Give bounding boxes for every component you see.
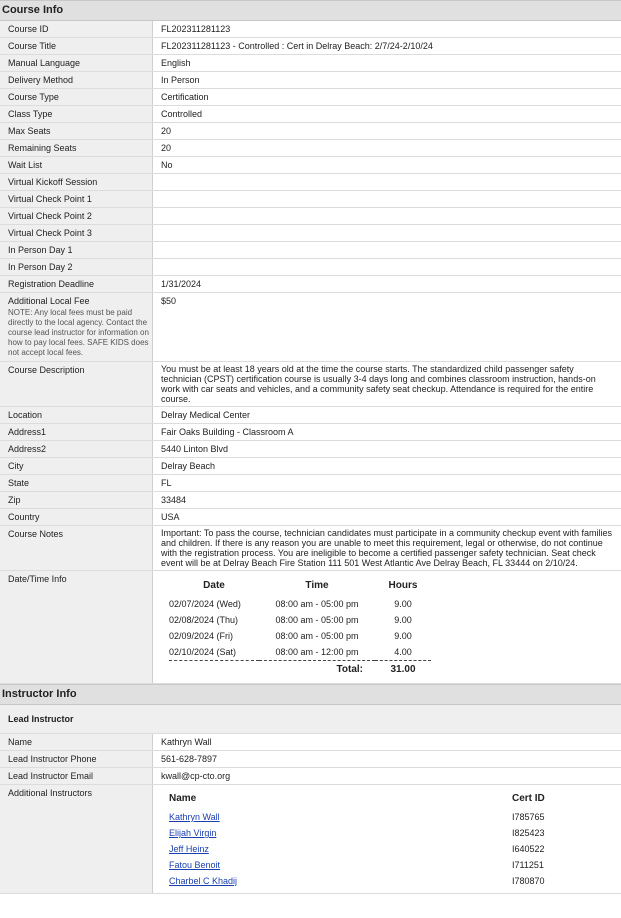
course-row [0, 208, 621, 225]
notes-value: Important: To pass the course, technician candidates must participate in a community checkup event with families and children. If there is any reason you are unable to meet this requirement, legal or otherwise, do not continue with the registration process. You are ineligible to become a certified passenger safety technician. Seat check event will be at Delray Beach Fire Station 111 501 West Atlantic Ave Delray Beach, FL 33444 on 2/10/24. [161, 528, 613, 568]
field-value: 5440 Linton Blvd [153, 441, 621, 458]
course-row [0, 509, 621, 526]
field-label: Max Seats [0, 123, 153, 140]
datetime-entry [169, 596, 431, 612]
field-value: Certification [153, 89, 621, 106]
lead-instructor-email: kwall@cp-cto.org [153, 768, 621, 785]
instructor-name-link[interactable]: Jeff Heinz [169, 844, 209, 854]
instructor-cert-id: I780870 [512, 876, 545, 886]
lead-instructor-header: Lead Instructor [0, 705, 621, 734]
total-hours: 31.00 [390, 664, 416, 675]
field-value [153, 208, 621, 225]
fee-label: Additional Local Fee [8, 296, 90, 306]
instructor-cert-id: I785765 [512, 812, 545, 822]
entry-time: 08:00 am - 12:00 pm [259, 644, 375, 661]
instructor-name-link[interactable]: Kathryn Wall [169, 812, 220, 822]
field-value: USA [153, 509, 621, 526]
course-row [0, 458, 621, 475]
course-row [0, 106, 621, 123]
field-label: Lead Instructor Phone [0, 751, 153, 768]
instructor-row [0, 734, 621, 751]
field-label: Class Type [0, 106, 153, 123]
course-info-table [0, 21, 621, 684]
instructor-list-row [169, 857, 592, 873]
course-row [0, 174, 621, 191]
field-value: Controlled [153, 106, 621, 123]
entry-date: 02/10/2024 (Sat) [169, 644, 259, 661]
field-value: Fair Oaks Building - Classroom A [153, 424, 621, 441]
instructor-cert-id: I711251 [512, 860, 544, 870]
course-row [0, 259, 621, 276]
time-column-header: Time [305, 580, 329, 591]
instructor-info-header: Instructor Info [0, 684, 621, 705]
course-row [0, 424, 621, 441]
instructor-list-row [169, 841, 592, 857]
additional-fee-row [0, 293, 621, 362]
total-label: Total: [336, 664, 363, 675]
field-value: Delray Beach [153, 458, 621, 475]
field-label: Virtual Kickoff Session [0, 174, 153, 191]
course-row [0, 475, 621, 492]
additional-instructors-value [153, 785, 621, 894]
instructor-cert-id: I825423 [512, 828, 545, 838]
description-row [0, 362, 621, 407]
entry-hours: 9.00 [394, 615, 412, 625]
field-label: Delivery Method [0, 72, 153, 89]
field-label: Country [0, 509, 153, 526]
field-value: Delray Medical Center [153, 407, 621, 424]
instructor-name-link[interactable]: Elijah Virgin [169, 828, 217, 838]
course-row [0, 55, 621, 72]
field-label: Location [0, 407, 153, 424]
field-label: Manual Language [0, 55, 153, 72]
instructor-row [0, 751, 621, 768]
field-value: No [153, 157, 621, 174]
instructor-list-row [169, 873, 592, 889]
hours-column-header: Hours [388, 580, 418, 591]
additional-instructors-row [0, 785, 621, 894]
fee-value: $50 [153, 293, 621, 362]
field-label: In Person Day 2 [0, 259, 153, 276]
datetime-entry [169, 644, 431, 661]
field-label: State [0, 475, 153, 492]
additional-instructors-label: Additional Instructors [0, 785, 153, 894]
course-notes-row [0, 526, 621, 571]
datetime-table [169, 576, 431, 679]
datetime-total-row [169, 661, 431, 680]
entry-hours: 9.00 [394, 599, 412, 609]
course-row [0, 72, 621, 89]
instructor-cert-id: I640522 [512, 844, 545, 854]
field-label: Course ID [0, 21, 153, 38]
course-row [0, 441, 621, 458]
name-column-header: Name [169, 793, 197, 804]
field-value: 1/31/2024 [153, 276, 621, 293]
instructors-table [169, 789, 592, 889]
fee-label-cell [0, 293, 153, 362]
field-value: FL202311281123 [153, 21, 621, 38]
course-row [0, 276, 621, 293]
datetime-value [153, 571, 621, 684]
lead-instructor-phone: 561-628-7897 [153, 751, 621, 768]
cert-column-header: Cert ID [512, 793, 545, 804]
course-row [0, 407, 621, 424]
entry-date: 02/08/2024 (Thu) [169, 615, 239, 625]
field-label: Address2 [0, 441, 153, 458]
description-value: You must be at least 18 years old at the time the course starts. The standardized child passenger safety technician (CPST) certification course is usually 3-4 days long and combines classroom instruction, hands-on work with car seats and vehicles, and a community safety seat checkup. Attendance is required for the entire course. [161, 364, 596, 404]
datetime-header-row [169, 576, 431, 596]
field-value: English [153, 55, 621, 72]
field-value [153, 259, 621, 276]
field-value: In Person [153, 72, 621, 89]
field-label: Wait List [0, 157, 153, 174]
datetime-entry [169, 612, 431, 628]
field-label: Course Title [0, 38, 153, 55]
field-label: Registration Deadline [0, 276, 153, 293]
instructor-row [0, 768, 621, 785]
fee-note: NOTE: Any local fees must be paid directly to the local agency. Contact the course lead instructor for information on how to pay local fees. SAFE KIDS does not accept local fees. [8, 308, 149, 357]
field-value: 20 [153, 123, 621, 140]
instructor-name-link[interactable]: Charbel C Khadij [169, 876, 238, 886]
field-value [153, 174, 621, 191]
field-label: Course Type [0, 89, 153, 106]
course-row [0, 21, 621, 38]
entry-date: 02/07/2024 (Wed) [169, 599, 241, 609]
entry-hours: 4.00 [375, 644, 431, 661]
field-label: In Person Day 1 [0, 242, 153, 259]
field-label: Virtual Check Point 1 [0, 191, 153, 208]
course-row [0, 123, 621, 140]
notes-label: Course Notes [0, 526, 153, 571]
course-row [0, 38, 621, 55]
course-info-header: Course Info [0, 0, 621, 21]
instructor-list-row [169, 825, 592, 841]
field-label: Address1 [0, 424, 153, 441]
instructor-name-link[interactable]: Fatou Benoit [169, 860, 221, 870]
description-label: Course Description [0, 362, 153, 407]
course-row [0, 140, 621, 157]
field-label: Name [0, 734, 153, 751]
datetime-label: Date/Time Info [0, 571, 153, 684]
instructor-list-row [169, 809, 592, 825]
field-value: 33484 [153, 492, 621, 509]
entry-date: 02/09/2024 (Fri) [169, 631, 234, 641]
field-label: Virtual Check Point 3 [0, 225, 153, 242]
course-row [0, 225, 621, 242]
entry-time: 08:00 am - 05:00 pm [275, 615, 359, 625]
field-label: Remaining Seats [0, 140, 153, 157]
field-value: 20 [153, 140, 621, 157]
course-row [0, 242, 621, 259]
course-row [0, 492, 621, 509]
field-value [153, 225, 621, 242]
field-value: FL202311281123 - Controlled : Cert in Delray Beach: 2/7/24-2/10/24 [153, 38, 621, 55]
notes-value-cell [153, 526, 621, 571]
datetime-entry [169, 628, 431, 644]
field-label: City [0, 458, 153, 475]
course-row [0, 157, 621, 174]
entry-time: 08:00 am - 05:00 pm [275, 599, 359, 609]
field-value [153, 191, 621, 208]
field-value [153, 242, 621, 259]
datetime-row [0, 571, 621, 684]
description-value-cell [153, 362, 621, 407]
field-label: Zip [0, 492, 153, 509]
instructor-info-table [0, 734, 621, 894]
field-value: FL [153, 475, 621, 492]
entry-time: 08:00 am - 05:00 pm [275, 631, 359, 641]
entry-hours: 9.00 [394, 631, 412, 641]
date-column-header: Date [203, 580, 225, 591]
course-row [0, 191, 621, 208]
field-label: Virtual Check Point 2 [0, 208, 153, 225]
lead-instructor-name: Kathryn Wall [153, 734, 621, 751]
instructors-header-row [169, 789, 592, 809]
course-row [0, 89, 621, 106]
field-label: Lead Instructor Email [0, 768, 153, 785]
